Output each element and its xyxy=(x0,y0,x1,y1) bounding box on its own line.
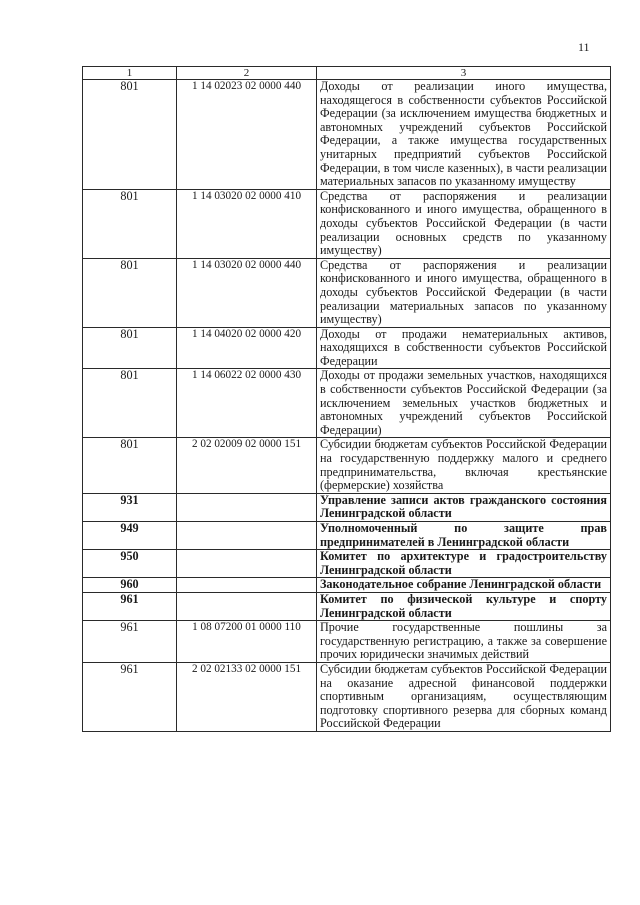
admin-code: 931 xyxy=(83,493,177,521)
budget-classification-code xyxy=(177,578,317,593)
table-row xyxy=(83,662,611,731)
revenue-description: Доходы от продажи земельных участков, находящихся в собственности субъектов Российской Федерации (за исключением земельных участков бюджетных и автономных учреждений субъектов Российской Федерации) xyxy=(317,369,611,438)
admin-code: 961 xyxy=(83,621,177,663)
table-row-administrator xyxy=(83,592,611,620)
admin-code: 801 xyxy=(83,369,177,438)
admin-code: 801 xyxy=(83,438,177,493)
budget-classification-code xyxy=(177,550,317,578)
table-row xyxy=(83,621,611,663)
revenue-description: Доходы от реализации иного имущества, находящегося в собственности субъектов Российской Федерации (за исключением имущества бюджетных и автономных учреждений субъектов Российской Федерации, а также имущества государственных унитарных предприятий субъектов Российской Федерации, в том числе казенных), в части реализации материальных запасов по указанному имуществу xyxy=(317,80,611,190)
administrator-name: Законодательное собрание Ленинградской области xyxy=(317,578,611,593)
revenue-codes-table xyxy=(82,66,611,732)
administrator-name: Управление записи актов гражданского состояния Ленинградской области xyxy=(317,493,611,521)
revenue-description: Субсидии бюджетам субъектов Российской Федерации на оказание адресной финансовой поддержки спортивным организациям, осуществляющим подготовку спортивного резерва для сборных команд Российской Федерации xyxy=(317,662,611,731)
admin-code: 801 xyxy=(83,327,177,369)
table-row-administrator xyxy=(83,493,611,521)
admin-code: 801 xyxy=(83,189,177,258)
page-number: 11 xyxy=(578,40,590,54)
budget-classification-code: 1 14 03020 02 0000 440 xyxy=(177,258,317,327)
table-row xyxy=(83,369,611,438)
admin-code: 960 xyxy=(83,578,177,593)
admin-code: 961 xyxy=(83,662,177,731)
header-col-3: 3 xyxy=(317,67,611,80)
administrator-name: Комитет по архитектуре и градостроительству Ленинградской области xyxy=(317,550,611,578)
budget-classification-code: 1 14 03020 02 0000 410 xyxy=(177,189,317,258)
table-row-administrator xyxy=(83,550,611,578)
budget-classification-code: 1 08 07200 01 0000 110 xyxy=(177,621,317,663)
budget-classification-code: 1 14 06022 02 0000 430 xyxy=(177,369,317,438)
budget-classification-code xyxy=(177,493,317,521)
budget-classification-code xyxy=(177,592,317,620)
table-row xyxy=(83,80,611,190)
revenue-description: Субсидии бюджетам субъектов Российской Федерации на государственную поддержку малого и среднего предпринимательства, включая крестьянские (фермерские) хозяйства xyxy=(317,438,611,493)
admin-code: 950 xyxy=(83,550,177,578)
header-col-2: 2 xyxy=(177,67,317,80)
administrator-name: Уполномоченный по защите прав предпринимателей в Ленинградской области xyxy=(317,522,611,550)
budget-classification-code: 2 02 02133 02 0000 151 xyxy=(177,662,317,731)
budget-classification-code: 1 14 02023 02 0000 440 xyxy=(177,80,317,190)
table-row xyxy=(83,327,611,369)
budget-classification-code: 2 02 02009 02 0000 151 xyxy=(177,438,317,493)
admin-code: 961 xyxy=(83,592,177,620)
revenue-description: Прочие государственные пошлины за государственную регистрацию, а также за совершение прочих юридически значимых действий xyxy=(317,621,611,663)
admin-code: 949 xyxy=(83,522,177,550)
revenue-description: Средства от распоряжения и реализации конфискованного и иного имущества, обращенного в доходы субъектов Российской Федерации (в части реализации основных средств по указанному имуществу) xyxy=(317,189,611,258)
admin-code: 801 xyxy=(83,80,177,190)
table-header-row xyxy=(83,67,611,80)
table-row xyxy=(83,258,611,327)
administrator-name: Комитет по физической культуре и спорту Ленинградской области xyxy=(317,592,611,620)
revenue-description: Средства от распоряжения и реализации конфискованного и иного имущества, обращенного в доходы субъектов Российской Федерации (в части реализации материальных запасов по указанному имуществу) xyxy=(317,258,611,327)
table-row-administrator xyxy=(83,578,611,593)
table-row xyxy=(83,189,611,258)
table-row xyxy=(83,438,611,493)
revenue-description: Доходы от продажи нематериальных активов, находящихся в собственности субъектов Российской Федерации xyxy=(317,327,611,369)
header-col-1: 1 xyxy=(83,67,177,80)
budget-classification-code: 1 14 04020 02 0000 420 xyxy=(177,327,317,369)
budget-classification-code xyxy=(177,522,317,550)
table-row-administrator xyxy=(83,522,611,550)
admin-code: 801 xyxy=(83,258,177,327)
